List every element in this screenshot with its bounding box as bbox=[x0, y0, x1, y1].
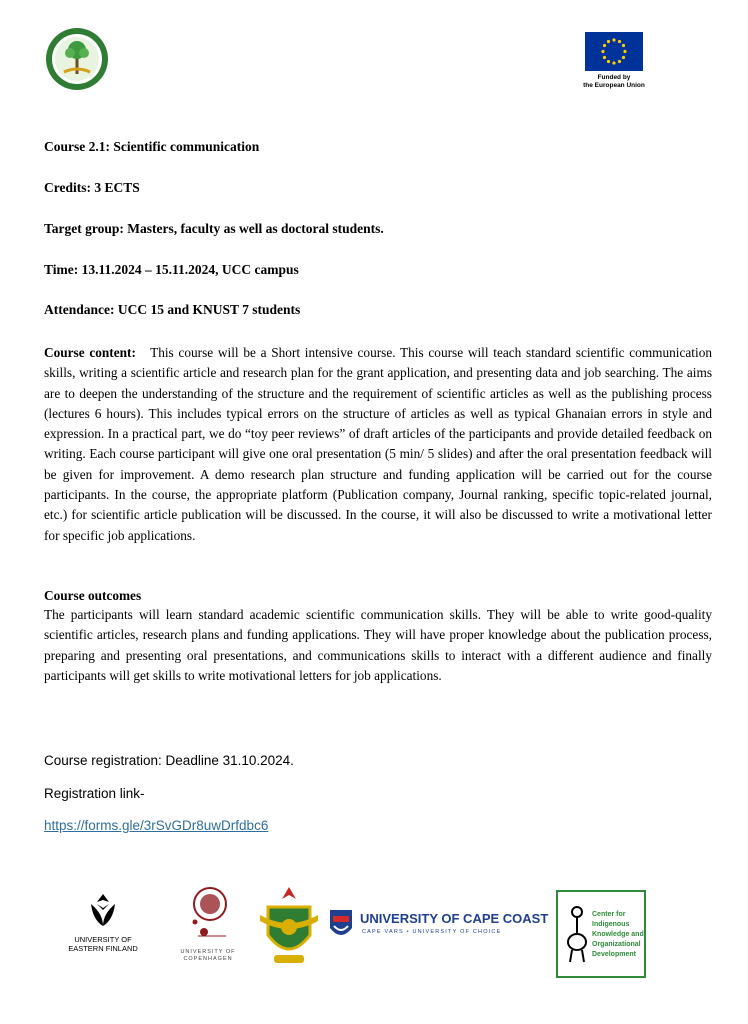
ucph-logo bbox=[172, 886, 244, 966]
course-content-paragraph bbox=[44, 343, 712, 546]
ciko-logo bbox=[556, 890, 646, 978]
course-content-label: Course content: bbox=[44, 345, 136, 360]
uef-line2: EASTERN FINLAND bbox=[68, 944, 138, 953]
eu-flag-logo bbox=[585, 32, 643, 71]
eu-caption-line2: the European Union bbox=[583, 82, 645, 89]
course-target-group: Target group: Masters, faculty as well as doctoral students. bbox=[44, 221, 384, 236]
ucph-line1: UNIVERSITY OF bbox=[180, 949, 236, 955]
registration-link-label: Registration link- bbox=[44, 786, 145, 801]
ucc-name: UNIVERSITY OF CAPE COAST bbox=[360, 911, 549, 926]
ciko-line5: Development bbox=[592, 951, 636, 958]
ucc-tagline: CAPE VARS • UNIVERSITY OF CHOICE bbox=[362, 929, 502, 935]
ciko-line2: Indigenous bbox=[592, 921, 630, 928]
knust-crest-logo bbox=[258, 885, 320, 970]
course-attendance: Attendance: UCC 15 and KNUST 7 students bbox=[44, 302, 301, 317]
outcomes-paragraph: The participants will learn standard academic scientific communication skills. They will be able to write good-quality scientific articles, research plans and funding applications. They will have proper knowledge about the publication process, preparing and presenting oral presentations, and communications skills to interact with a different audience and finally participants will get skills to write motivational letters for job applications. bbox=[44, 607, 712, 683]
ucph-line2: COPENHAGEN bbox=[183, 956, 233, 962]
ciko-sankofa-icon bbox=[566, 904, 588, 964]
ucc-crest-icon bbox=[328, 908, 354, 942]
course-time: Time: 13.11.2024 – 15.11.2024, UCC campus bbox=[44, 262, 299, 277]
uef-emblem-icon bbox=[83, 890, 123, 930]
ucph-seal-icon bbox=[188, 886, 228, 944]
outcomes-heading: Course outcomes bbox=[44, 588, 142, 603]
registration-deadline: Course registration: Deadline 31.10.2024. bbox=[44, 753, 294, 768]
course-content-text: This course will be a Short intensive course. This course will teach standard scientific communication skills, writing a scientific article and research plan for the grant application, and presenting data and job searching. The aims are to deepen the understanding of the structure and the requirement of scientific articles as well as the publishing process (lectures 6 hours). This includes typical errors on the structure of articles as well as typical Ghanaian errors in style and expression. In a practical part, we do “toy peer reviews” of draft articles of the participants and provide detailed feedback on writing. Each course participant will give one oral presentation (5 min/ 5 slides) and after the oral presentation feedback will be given for improvement. A demo research plan structure and funding application will be carried out for the course participants. In the course, the appropriate platform (Publication company, Journal ranking, specific topic-related journal, etc.) for scientific article publication will be discussed. In the course, it will also be discussed to write a motivational letter for specific job applications. bbox=[44, 345, 712, 543]
ciko-line4: Organizational bbox=[592, 941, 641, 948]
eu-caption-line1: Funded by bbox=[597, 74, 631, 81]
course-title: Course 2.1: Scientific communication bbox=[44, 139, 260, 154]
university-seal-logo bbox=[44, 26, 110, 92]
ucc-logo bbox=[328, 908, 558, 948]
uef-line1: UNIVERSITY OF bbox=[74, 935, 132, 944]
ciko-line1: Center for bbox=[592, 911, 626, 918]
registration-link[interactable]: https://forms.gle/3rSvGDr8uwDrfdbc6 bbox=[44, 818, 269, 833]
uef-logo bbox=[58, 890, 148, 960]
course-credits: Credits: 3 ECTS bbox=[44, 180, 140, 195]
ciko-line3: Knowledge and bbox=[592, 931, 644, 938]
eu-caption bbox=[575, 74, 653, 90]
